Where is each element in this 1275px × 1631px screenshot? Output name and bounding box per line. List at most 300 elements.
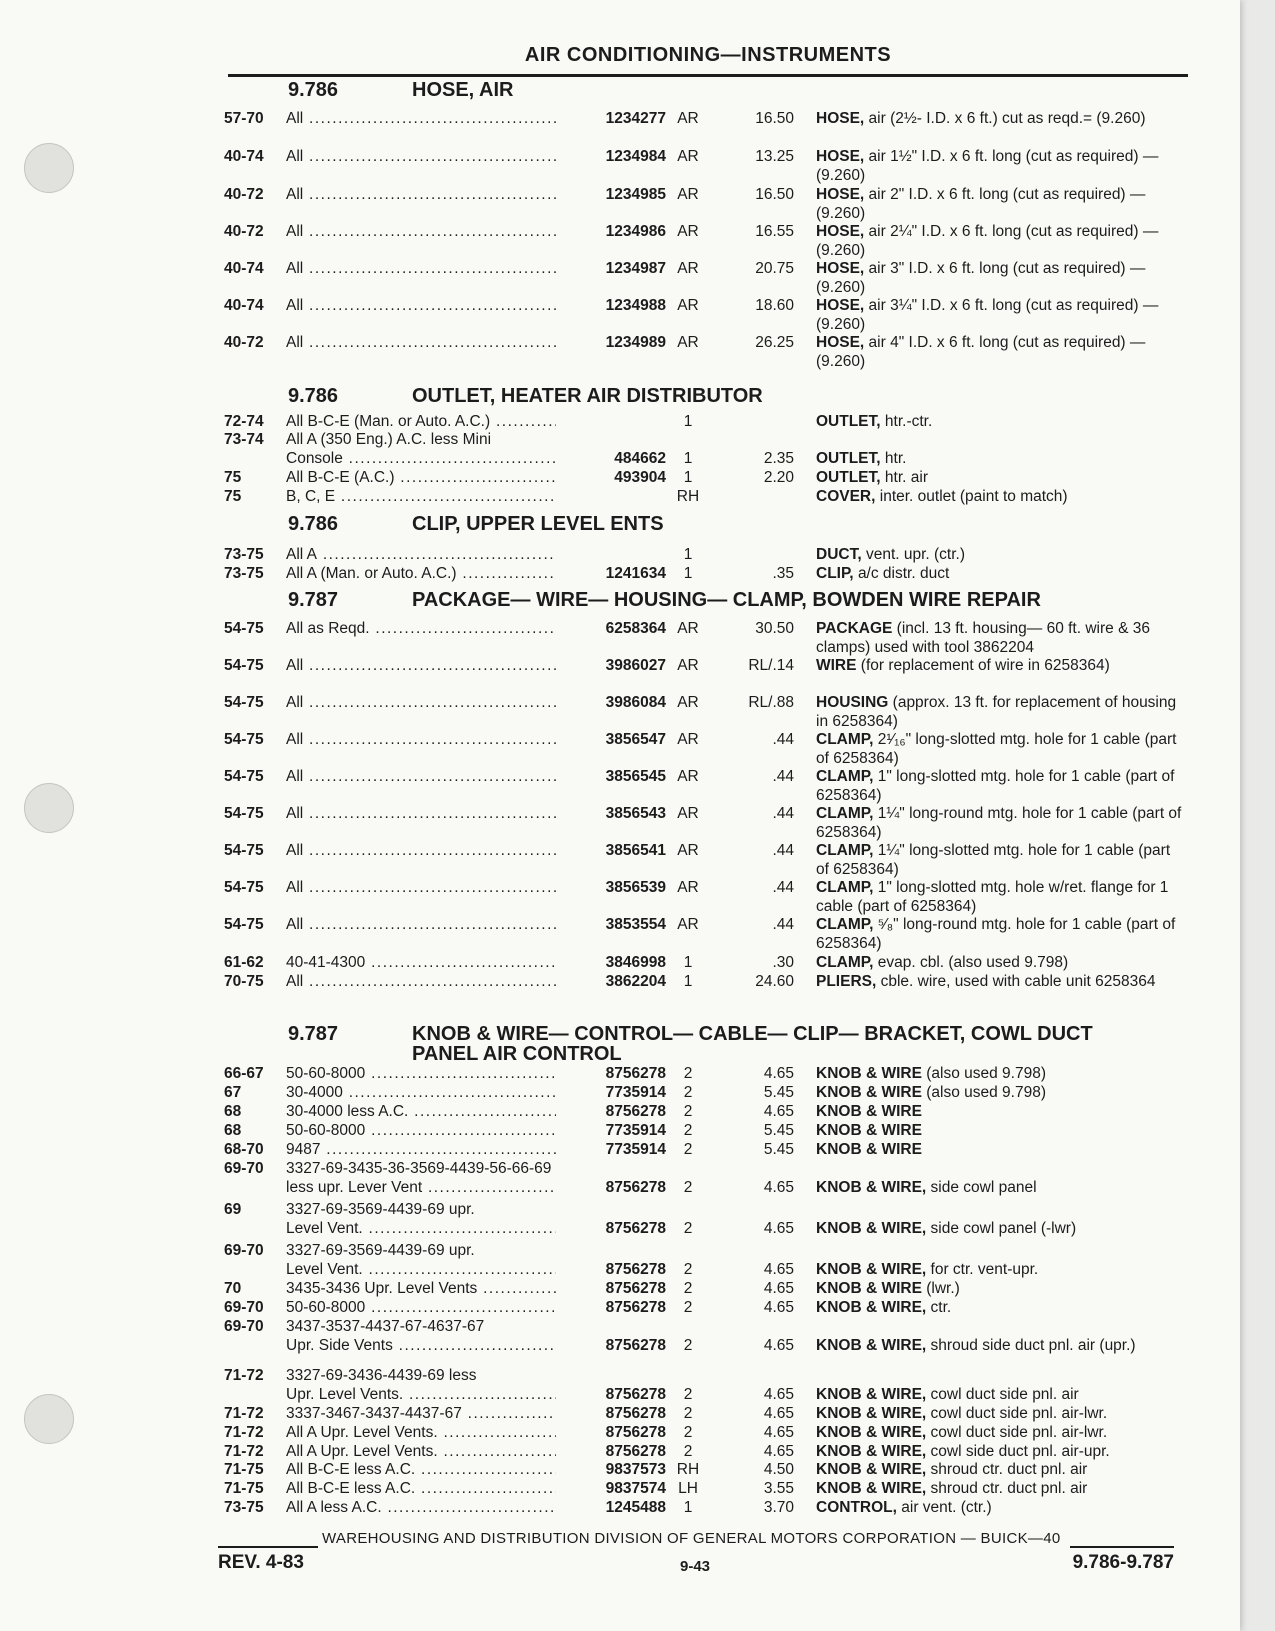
description-detail: (incl. 13 ft. housing— 60 ft. wire & 36 clamps) used with tool 3862204 — [816, 620, 1150, 656]
quantity: AR — [677, 731, 699, 748]
table-row — [0, 620, 1240, 660]
description-detail: air 3¼" I.D. x 6 ft. long (cut as required) — (9.260) — [816, 297, 1159, 333]
description-detail: air vent. (ctr.) — [901, 1499, 992, 1516]
application: All B-C-E (Man. or Auto. A.C.) ..... — [286, 413, 556, 432]
description-name: COVER, — [816, 488, 876, 505]
price: 4.65 — [763, 1443, 794, 1460]
price: .44 — [772, 879, 794, 896]
description-detail: air 3" I.D. x 6 ft. long (cut as required) — (9.260) — [816, 260, 1146, 296]
section-heading — [288, 386, 1208, 406]
description-name: HOSE, — [816, 148, 865, 165]
model-years: 40-72 — [224, 334, 264, 351]
table-row — [0, 186, 1240, 226]
description — [816, 620, 1184, 657]
model-years: 54-75 — [224, 842, 264, 859]
description-name: KNOB & WIRE, — [816, 1424, 927, 1441]
section-heading — [288, 514, 1208, 534]
section-heading — [288, 80, 1208, 100]
quantity: 2 — [683, 1424, 693, 1441]
application: All A (Man. or Auto. A.C.) ..... — [286, 565, 556, 584]
model-years: 71-72 — [224, 1443, 264, 1460]
revision-date: REV. 4-83 — [218, 1552, 304, 1573]
application: B, C, E ..... — [286, 488, 556, 507]
model-years: 73-74 — [224, 431, 264, 448]
price: 24.60 — [755, 973, 794, 990]
section-title: KNOB & WIRE— CONTROL— CABLE— CLIP— BRACKET, COWL DUCT — [412, 1023, 1093, 1045]
application: Upr. Level Vents. ..... — [286, 1386, 556, 1405]
part-number: 3846998 — [605, 954, 666, 971]
price: 5.45 — [763, 1084, 794, 1101]
description-detail: shroud side duct pnl. air (upr.) — [930, 1337, 1136, 1354]
description-name: HOSE, — [816, 186, 865, 203]
description-detail: 1¼" long-slotted mtg. hole for 1 cable (part of 6258364) — [816, 842, 1171, 878]
description-name: CLIP, — [816, 565, 854, 582]
description-name: KNOB & WIRE, — [816, 1299, 927, 1316]
description — [816, 1141, 1184, 1160]
description-detail: shroud ctr. duct pnl. air — [930, 1480, 1088, 1497]
description-detail: 1" long-slotted mtg. hole w/ret. flange for 1 cable (part of 6258364) — [816, 879, 1169, 915]
description-name: PACKAGE — [816, 620, 893, 637]
quantity: AR — [677, 334, 699, 351]
model-years: 70-75 — [224, 973, 264, 990]
description-name: CONTROL, — [816, 1499, 897, 1516]
description — [816, 1424, 1184, 1443]
quantity: AR — [677, 620, 699, 637]
application: All ..... — [286, 334, 556, 353]
quantity: 1 — [683, 565, 693, 582]
description — [816, 546, 1184, 565]
footer-division: WAREHOUSING AND DISTRIBUTION DIVISION OF GENERAL MOTORS CORPORATION — BUICK—40 — [322, 1530, 1061, 1547]
description-detail: (also used 9.798) — [926, 1084, 1047, 1101]
description-detail: 1" long-slotted mtg. hole for 1 cable (part of 6258364) — [816, 768, 1175, 804]
application: All A (350 Eng.) A.C. less Mini — [286, 431, 492, 448]
model-years: 69-70 — [224, 1160, 264, 1177]
description-detail: evap. cbl. (also used 9.798) — [877, 954, 1069, 971]
model-years: 71-72 — [224, 1405, 264, 1422]
section-number: 9.786 — [288, 79, 339, 101]
description — [816, 657, 1184, 676]
description-name: KNOB & WIRE, — [816, 1179, 927, 1196]
section-title: PACKAGE— WIRE— HOUSING— CLAMP, BOWDEN WIRE REPAIR — [412, 589, 1041, 611]
application: 40-41-4300 ..... — [286, 954, 556, 973]
model-years: 54-75 — [224, 731, 264, 748]
model-years: 40-74 — [224, 297, 264, 314]
description — [816, 1179, 1184, 1198]
footer-rule-right — [1070, 1546, 1174, 1548]
part-number: 8756278 — [605, 1280, 666, 1297]
description — [816, 186, 1184, 223]
quantity: 1 — [683, 954, 693, 971]
quantity: 2 — [683, 1280, 693, 1297]
description — [816, 1405, 1184, 1424]
part-number: 3856541 — [605, 842, 666, 859]
description-detail: cble. wire, used with cable unit 6258364 — [880, 973, 1156, 990]
model-years: 61-62 — [224, 954, 264, 971]
part-number: 8756278 — [605, 1424, 666, 1441]
description — [816, 694, 1184, 731]
application: All ..... — [286, 260, 556, 279]
model-years: 68 — [224, 1122, 242, 1139]
price: RL/.14 — [748, 657, 794, 674]
description-name: CLAMP, — [816, 916, 874, 933]
section-title: CLIP, UPPER LEVEL ENTS — [412, 513, 664, 535]
model-years: 71-75 — [224, 1461, 264, 1478]
application: 3327-69-3569-4439-69 upr. — [286, 1242, 475, 1259]
price: 20.75 — [755, 260, 794, 277]
price: 18.60 — [755, 297, 794, 314]
model-years: 57-70 — [224, 110, 264, 127]
description — [816, 1084, 1184, 1103]
price: .35 — [772, 565, 794, 582]
price: 4.65 — [763, 1103, 794, 1120]
description — [816, 488, 1184, 507]
application: All as Reqd. ..... — [286, 620, 556, 639]
description-name: OUTLET, — [816, 413, 881, 430]
price: 3.70 — [763, 1499, 794, 1516]
application: 30-4000 ..... — [286, 1084, 556, 1103]
model-years: 54-75 — [224, 620, 264, 637]
description — [816, 148, 1184, 185]
table-row — [0, 731, 1240, 771]
description — [816, 805, 1184, 842]
description-name: KNOB & WIRE — [816, 1084, 922, 1101]
price: 4.65 — [763, 1424, 794, 1441]
quantity: 1 — [683, 546, 693, 563]
model-years: 54-75 — [224, 916, 264, 933]
application: All A ..... — [286, 546, 556, 565]
description-detail: air (2½- I.D. x 6 ft.) cut as reqd.= (9.260) — [868, 110, 1146, 127]
quantity: AR — [677, 916, 699, 933]
application: All B-C-E less A.C. ..... — [286, 1461, 556, 1480]
section-number: 9.787 — [288, 589, 339, 611]
section-heading — [288, 1024, 1208, 1064]
section-number: 9.787 — [288, 1023, 339, 1045]
quantity: 2 — [683, 1386, 693, 1403]
description-detail: for ctr. vent-upr. — [930, 1261, 1039, 1278]
application: 50-60-8000 ..... — [286, 1065, 556, 1084]
application: All ..... — [286, 916, 556, 935]
price: 4.65 — [763, 1220, 794, 1237]
price: .44 — [772, 842, 794, 859]
description — [816, 297, 1184, 334]
application: 3327-69-3436-4439-69 less — [286, 1367, 477, 1384]
description-name: KNOB & WIRE, — [816, 1405, 927, 1422]
part-number: 3856539 — [605, 879, 666, 896]
price: .44 — [772, 768, 794, 785]
description-name: CLAMP, — [816, 731, 874, 748]
description-name: CLAMP, — [816, 879, 874, 896]
part-number: 484662 — [614, 450, 666, 467]
model-years: 40-72 — [224, 223, 264, 240]
section-number: 9.786 — [288, 385, 339, 407]
description — [816, 916, 1184, 953]
description — [816, 334, 1184, 371]
part-number: 6258364 — [605, 620, 666, 637]
model-years: 54-75 — [224, 879, 264, 896]
part-number: 8756278 — [605, 1337, 666, 1354]
description-detail: ⁵⁄₈" long-round mtg. hole for 1 cable (part of 6258364) — [816, 916, 1176, 952]
description — [816, 110, 1184, 129]
quantity: RH — [676, 488, 700, 505]
description — [816, 1299, 1184, 1318]
quantity: AR — [677, 805, 699, 822]
description-name: HOSE, — [816, 110, 865, 127]
quantity: AR — [677, 186, 699, 203]
model-years: 54-75 — [224, 657, 264, 674]
price: .44 — [772, 805, 794, 822]
application: All ..... — [286, 186, 556, 205]
description-detail: htr. — [884, 450, 907, 467]
model-years: 69-70 — [224, 1318, 264, 1335]
part-number: 8756278 — [605, 1443, 666, 1460]
table-row — [0, 842, 1240, 882]
model-years: 40-74 — [224, 148, 264, 165]
description-name: WIRE — [816, 657, 857, 674]
description-detail: vent. upr. (ctr.) — [865, 546, 966, 563]
application: All ..... — [286, 694, 556, 713]
description-name: CLAMP, — [816, 768, 874, 785]
application: 30-4000 less A.C. ..... — [286, 1103, 556, 1122]
price: 4.65 — [763, 1179, 794, 1196]
price: 16.55 — [755, 223, 794, 240]
model-years: 75 — [224, 488, 242, 505]
quantity: 1 — [683, 469, 693, 486]
description-detail: air 1½" I.D. x 6 ft. long (cut as required) — (9.260) — [816, 148, 1159, 184]
description-detail: shroud ctr. duct pnl. air — [930, 1461, 1088, 1478]
quantity: RH — [676, 1461, 700, 1478]
price: 5.45 — [763, 1141, 794, 1158]
description-name: OUTLET, — [816, 450, 881, 467]
description-name: KNOB & WIRE — [816, 1103, 922, 1120]
table-row — [0, 805, 1240, 845]
quantity: 2 — [683, 1065, 693, 1082]
description-detail: 2¹⁄₁₆" long-slotted mtg. hole for 1 cable (part of 6258364) — [816, 731, 1177, 767]
quantity: AR — [677, 842, 699, 859]
model-years: 71-72 — [224, 1424, 264, 1441]
quantity: AR — [677, 879, 699, 896]
model-years: 73-75 — [224, 546, 264, 563]
part-number: 1234989 — [605, 334, 666, 351]
application: All ..... — [286, 731, 556, 750]
description-detail: (also used 9.798) — [926, 1065, 1047, 1082]
description-detail: air 4" I.D. x 6 ft. long (cut as required) — (9.260) — [816, 334, 1146, 370]
quantity: 2 — [683, 1179, 693, 1196]
description-detail: side cowl panel — [930, 1179, 1037, 1196]
description — [816, 1480, 1184, 1499]
description-name: KNOB & WIRE, — [816, 1220, 927, 1237]
description-detail: htr. air — [884, 469, 928, 486]
part-number: 9837573 — [605, 1461, 666, 1478]
description-name: KNOB & WIRE, — [816, 1337, 927, 1354]
table-row — [0, 260, 1240, 300]
quantity: 2 — [683, 1337, 693, 1354]
part-number: 7735914 — [605, 1141, 666, 1158]
description-name: HOSE, — [816, 260, 865, 277]
description-detail: air 2" I.D. x 6 ft. long (cut as required) — (9.260) — [816, 186, 1146, 222]
model-years: 54-75 — [224, 805, 264, 822]
part-number: 1234985 — [605, 186, 666, 203]
table-row — [0, 148, 1240, 188]
application: All ..... — [286, 973, 556, 992]
quantity: 2 — [683, 1405, 693, 1422]
model-years: 73-75 — [224, 1499, 264, 1516]
description — [816, 879, 1184, 916]
part-number: 8756278 — [605, 1220, 666, 1237]
application: All B-C-E less A.C. ..... — [286, 1480, 556, 1499]
description — [816, 565, 1184, 584]
description — [816, 223, 1184, 260]
model-years: 73-75 — [224, 565, 264, 582]
price: 4.65 — [763, 1386, 794, 1403]
description-detail: 1¼" long-round mtg. hole for 1 cable (part of 6258364) — [816, 805, 1182, 841]
price: .44 — [772, 916, 794, 933]
table-row — [0, 879, 1240, 919]
price: .44 — [772, 731, 794, 748]
quantity: AR — [677, 148, 699, 165]
application: 50-60-8000 ..... — [286, 1299, 556, 1318]
model-years: 72-74 — [224, 413, 264, 430]
price: 5.45 — [763, 1122, 794, 1139]
application: Level Vent. ..... — [286, 1261, 556, 1280]
description-name: HOSE, — [816, 297, 865, 314]
description — [816, 1065, 1184, 1084]
price: 4.50 — [763, 1461, 794, 1478]
quantity: AR — [677, 297, 699, 314]
application: 50-60-8000 ..... — [286, 1122, 556, 1141]
price: 30.50 — [755, 620, 794, 637]
quantity: 1 — [683, 413, 693, 430]
description-detail: inter. outlet (paint to match) — [879, 488, 1068, 505]
description-detail: cowl duct side pnl. air — [930, 1386, 1079, 1403]
application: less upr. Lever Vent ..... — [286, 1179, 556, 1198]
part-number: 7735914 — [605, 1084, 666, 1101]
section-number: 9.786 — [288, 513, 339, 535]
description — [816, 1122, 1184, 1141]
part-number: 8756278 — [605, 1386, 666, 1403]
application: 9487 ..... — [286, 1141, 556, 1160]
section-title: HOSE, AIR — [412, 79, 514, 101]
part-number: 1241634 — [605, 565, 666, 582]
model-years: 68-70 — [224, 1141, 264, 1158]
quantity: AR — [677, 768, 699, 785]
model-years: 68 — [224, 1103, 242, 1120]
price: 26.25 — [755, 334, 794, 351]
footer-rule-left — [218, 1546, 318, 1548]
description — [816, 469, 1184, 488]
description — [816, 1443, 1184, 1462]
description-detail: (for replacement of wire in 6258364) — [860, 657, 1110, 674]
description — [816, 1386, 1184, 1405]
part-number: 3856543 — [605, 805, 666, 822]
section-heading — [288, 590, 1208, 610]
model-years: 70 — [224, 1280, 242, 1297]
description-detail: ctr. — [930, 1299, 952, 1316]
table-row — [0, 973, 1240, 1013]
description-detail: air 2¼" I.D. x 6 ft. long (cut as required) — (9.260) — [816, 223, 1159, 259]
application: All A less A.C. ..... — [286, 1499, 556, 1518]
model-years: 69-70 — [224, 1242, 264, 1259]
description — [816, 450, 1184, 469]
quantity: 2 — [683, 1084, 693, 1101]
description-detail: a/c distr. duct — [857, 565, 950, 582]
section-title: OUTLET, HEATER AIR DISTRIBUTOR — [412, 385, 763, 407]
application: All ..... — [286, 768, 556, 787]
part-number: 8756278 — [605, 1065, 666, 1082]
table-row — [0, 297, 1240, 337]
price: 4.65 — [763, 1261, 794, 1278]
quantity: 2 — [683, 1299, 693, 1316]
part-number: 3853554 — [605, 916, 666, 933]
price: 13.25 — [755, 148, 794, 165]
quantity: 2 — [683, 1220, 693, 1237]
part-number: 8756278 — [605, 1261, 666, 1278]
price: 4.65 — [763, 1065, 794, 1082]
quantity: AR — [677, 223, 699, 240]
quantity: 2 — [683, 1103, 693, 1120]
model-years: 40-74 — [224, 260, 264, 277]
description-detail: htr.-ctr. — [884, 413, 933, 430]
part-number: 3986027 — [605, 657, 666, 674]
quantity: 1 — [683, 973, 693, 990]
application: All A Upr. Level Vents. ..... — [286, 1424, 556, 1443]
part-number: 1234986 — [605, 223, 666, 240]
description-name: CLAMP, — [816, 842, 874, 859]
description-detail: (lwr.) — [926, 1280, 960, 1297]
description — [816, 1499, 1184, 1518]
quantity: 2 — [683, 1443, 693, 1460]
model-years: 69-70 — [224, 1299, 264, 1316]
application: All A Upr. Level Vents. ..... — [286, 1443, 556, 1462]
model-years: 67 — [224, 1084, 242, 1101]
part-number: 8756278 — [605, 1299, 666, 1316]
description-name: KNOB & WIRE — [816, 1280, 922, 1297]
price: 4.65 — [763, 1280, 794, 1297]
application: Upr. Side Vents ..... — [286, 1337, 556, 1356]
part-number: 1234984 — [605, 148, 666, 165]
quantity: 2 — [683, 1122, 693, 1139]
part-number: 3856545 — [605, 768, 666, 785]
application: 3337-3467-3437-4437-67 ..... — [286, 1405, 556, 1424]
description — [816, 1461, 1184, 1480]
application: All B-C-E (A.C.) ..... — [286, 469, 556, 488]
description-name: KNOB & WIRE, — [816, 1480, 927, 1497]
table-row — [0, 657, 1240, 697]
quantity: AR — [677, 694, 699, 711]
model-years: 69 — [224, 1201, 242, 1218]
description-name: KNOB & WIRE, — [816, 1386, 927, 1403]
application: 3327-69-3569-4439-69 upr. — [286, 1201, 475, 1218]
table-row — [0, 916, 1240, 956]
model-years: 66-67 — [224, 1065, 264, 1082]
description — [816, 842, 1184, 879]
description-name: KNOB & WIRE, — [816, 1261, 927, 1278]
description-detail: cowl side duct pnl. air-upr. — [930, 1443, 1110, 1460]
quantity: 1 — [683, 450, 693, 467]
application: All ..... — [286, 657, 556, 676]
model-years: 40-72 — [224, 186, 264, 203]
model-years: 54-75 — [224, 694, 264, 711]
description-name: PLIERS, — [816, 973, 877, 990]
application: 3437-3537-4437-67-4637-67 — [286, 1318, 485, 1335]
description — [816, 1337, 1184, 1356]
price: 3.55 — [763, 1480, 794, 1497]
description-name: DUCT, — [816, 546, 862, 563]
table-row — [0, 768, 1240, 808]
description-name: KNOB & WIRE — [816, 1122, 922, 1139]
price: 4.65 — [763, 1337, 794, 1354]
application: Console ..... — [286, 450, 556, 469]
table-row — [0, 110, 1240, 150]
